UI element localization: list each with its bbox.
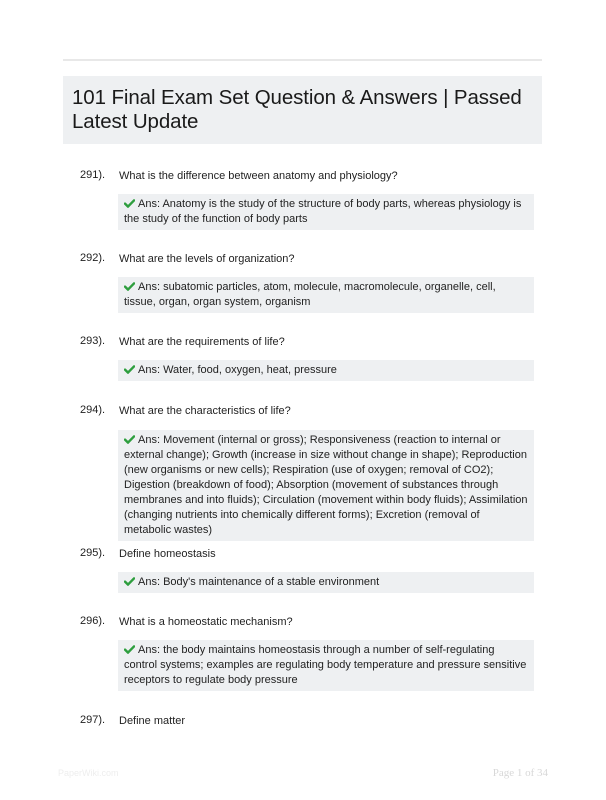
question-number: 296). <box>80 615 106 627</box>
answer-box <box>118 360 534 381</box>
footer-site-watermark: PaperWiki.com <box>58 768 119 778</box>
question-text: What are the requirements of life? <box>119 336 285 348</box>
question-number: 294). <box>80 404 106 416</box>
question-text: Define matter <box>119 715 186 727</box>
question-number: 291). <box>80 169 106 181</box>
question-number: 295). <box>80 547 106 559</box>
answer-text: Ans: Movement (internal or gross); Responsiveness (reaction to internal or external change); Growth (increase in size without change in shape); Reproduction (new organisms or new cells); Respiration (use of oxygen; removal of CO2); Digestion (breakdown of food); Absorption (movement of substances through membranes and into fluids); Circulation (movement within body fluids); Assimilation (changing nutrients into chemically different forms); Excretion (removal of metabolic wastes) <box>124 434 528 536</box>
check-icon <box>124 435 135 444</box>
check-icon <box>124 365 135 374</box>
check-icon <box>124 282 135 291</box>
answer-box <box>118 572 534 593</box>
answer-text: Ans: subatomic particles, atom, molecule, macromolecule, organelle, cell, tissue, organ, organ system, organism <box>124 281 496 308</box>
answer-box <box>118 277 534 313</box>
answer-text: Ans: Anatomy is the study of the structure of body parts, whereas physiology is the study of the function of body parts <box>124 198 522 225</box>
title-banner <box>63 76 542 144</box>
check-icon <box>124 577 135 586</box>
question-number: 293). <box>80 335 106 347</box>
question-text: Define homeostasis <box>119 548 216 560</box>
answer-text: Ans: Water, food, oxygen, heat, pressure <box>138 364 337 376</box>
question-text: What are the levels of organization? <box>119 253 295 265</box>
answer-box <box>118 640 534 691</box>
question-text: What is a homeostatic mechanism? <box>119 616 293 628</box>
question-number: 297). <box>80 714 106 726</box>
question-number: 292). <box>80 252 106 264</box>
page-indicator: Page 1 of 34 <box>492 767 548 779</box>
check-icon <box>124 199 135 208</box>
answer-text: Ans: Body's maintenance of a stable environment <box>138 576 380 588</box>
question-text: What is the difference between anatomy and physiology? <box>119 170 398 182</box>
answer-box <box>118 194 534 230</box>
answer-text: Ans: the body maintains homeostasis through a number of self-regulating control systems; examples are regulating body temperature and pressure sensitive receptors to regulate body pressure <box>124 644 527 686</box>
top-divider <box>63 59 542 61</box>
question-text: What are the characteristics of life? <box>119 405 291 417</box>
check-icon <box>124 645 135 654</box>
answer-box <box>118 430 534 541</box>
document-title: 101 Final Exam Set Question & Answers | Passed Latest Update <box>72 86 522 133</box>
